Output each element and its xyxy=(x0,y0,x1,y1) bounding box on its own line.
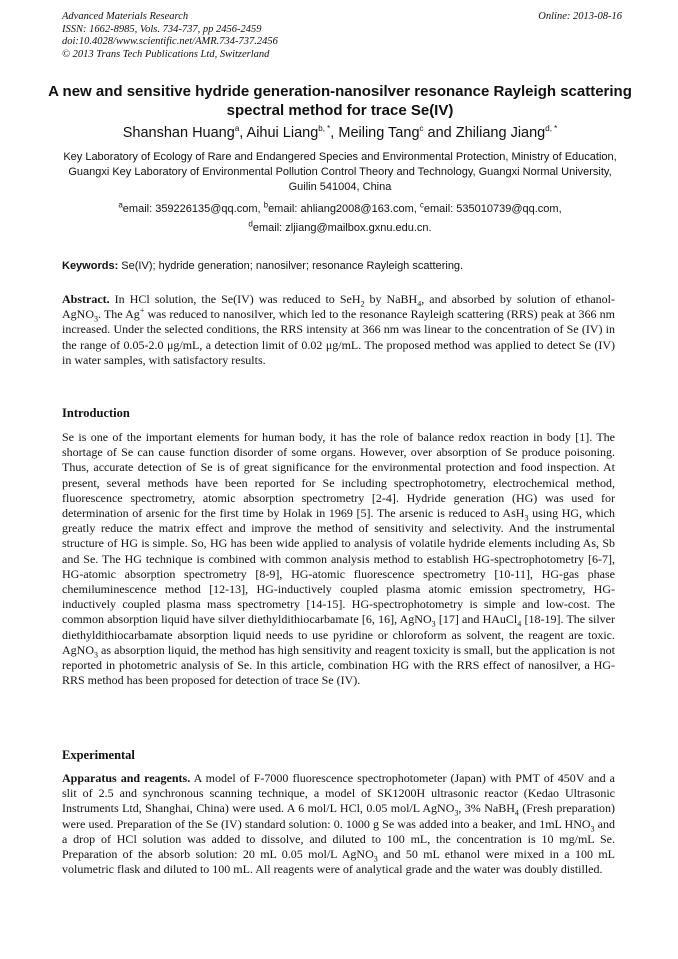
intro-text: [17] and HAuCl xyxy=(435,612,518,627)
email-line-2 xyxy=(50,219,630,238)
author-name: Meiling Tang xyxy=(338,125,420,141)
author-sep: and xyxy=(423,125,456,141)
exp-text: and a drop of HCl solution was added to dissolve, and diluted to 100 mL, the concentration is 10 mg/mL Se. Preparation of the absorb solution: 20 mL 0.05 mol/L AgNO xyxy=(62,816,616,862)
subscript: 4 xyxy=(514,808,519,818)
email-a: email: 359226135@qq.com, xyxy=(122,203,264,215)
intro-text: as absorption liquid, the method has high sensitivity and reagent toxicity is small, but the application is not reported in photometric analysis of Se. In this article, combination HG with the RRS effect of nanosilver, a HG-RRS method has been proposed for detection of trace Se (IV). xyxy=(62,642,615,688)
intro-text: Se is one of the important elements for human body, it has the role of balance redox reaction in body [1]. The shortage of Se can cause function disorder of some organs. However, over absorption of Se produce poisoning. Thus, accurate detection of Se is of great significance for the environmental protection and food inspection. At present, several methods have been reported for Se including spectrophotometry, electrochemical method, fluorescence spectrometry, atomic absorption spectrometry [2-4]. Hydride generation (HG) was used for determination of arsenic for the first time by Holak in 1969 [5]. The arsenic is reduced to AsH xyxy=(62,430,615,521)
subscript: 3 xyxy=(94,650,98,660)
exp-text: (Fresh preparation) were used. Preparation of the Se (IV) standard solution: 0. 1000 g Se was added into a beaker, and 1mL HNO xyxy=(62,801,615,831)
abstract-text: In HCl solution, the Se(IV) was reduced to SeH xyxy=(109,292,361,306)
email-sup: b xyxy=(263,200,269,210)
author-name: Shanshan Huang xyxy=(122,125,235,141)
intro-text: [18-19]. The silver diethyldithiocarbamate absorption liquid needs to use pyridine or chloroform as solvent, the reagent are toxic. AgNO xyxy=(62,612,616,657)
abstract-text: was reduced to nanosilver, which led to the resonance Rayleigh scattering (RRS) peak at 366 nm increased. Under the selected conditions, the RRS intensity at 366 nm was linear to the concentration of Se (IV) in the range of 0.05-2.0 μg/mL, a detection limit of 0.02 μg/mL. The proposed method was applied to detect Se (IV) in water samples, with satisfactory results. xyxy=(62,307,615,367)
email-c: email: 535010739@qq.com, xyxy=(423,203,562,215)
doi-line: doi:10.4028/www.scientific.net/AMR.734-737.2456 xyxy=(62,36,278,47)
superscript: + xyxy=(139,306,145,316)
author-name: Aihui Liang xyxy=(246,125,319,141)
author-sup: a xyxy=(234,124,240,134)
subscript: 3 xyxy=(524,513,529,523)
email-sup: c xyxy=(419,200,424,210)
abstract xyxy=(62,292,615,368)
apparatus-label: Apparatus and reagents. xyxy=(62,771,191,785)
email-b: email: ahliang2008@163.com, xyxy=(268,203,420,215)
exp-text: , 3% NaBH xyxy=(458,801,515,816)
author-sup: b, * xyxy=(318,124,331,134)
affiliation: Key Laboratory of Ecology of Rare and Endangered Species and Environmental Protection, Ministry of Education, Guangxi Key Laboratory of Environmental Pollution Control Theory and Technology, Guangxi Normal University, Guilin 541004, China xyxy=(63,151,617,193)
subscript: 3 xyxy=(454,808,459,818)
experimental-body xyxy=(62,771,615,877)
subscript: 2 xyxy=(360,299,365,309)
subscript: 3 xyxy=(590,824,595,833)
email-d: email: zljiang@mailbox.gxnu.edu.cn. xyxy=(252,222,432,234)
subscript: 3 xyxy=(431,619,436,629)
email-line-1 xyxy=(50,200,630,219)
copyright-line: © 2013 Trans Tech Publications Ltd, Switzerland xyxy=(62,48,270,60)
abstract-text: . The Ag xyxy=(98,307,140,322)
abstract-label: Abstract. xyxy=(62,292,110,306)
author-sup: d, * xyxy=(545,124,558,134)
author-sep: , xyxy=(330,125,339,141)
subscript: 4 xyxy=(417,299,422,309)
email-sup: d xyxy=(248,219,253,229)
journal-header xyxy=(62,11,622,61)
paper-title: A new and sensitive hydride generation-nanosilver resonance Rayleigh scattering spectral method for trace Se(IV) xyxy=(48,83,632,119)
email-sup: a xyxy=(118,200,123,210)
subscript: 4 xyxy=(517,619,522,629)
abstract-text: , and absorbed by solution of ethanol-AgNO xyxy=(62,292,615,322)
subscript: 3 xyxy=(373,854,378,864)
exp-text: A model of F-7000 fluorescence spectrophotometer (Japan) with PMT of 450V and a slit of 2.5 and synchronous scanning technique, a model of SK1200H ultrasonic reactor (Kedao Ultrasonic Instruments Ltd, Shanghai, China) were used. A 6 mol/L HCl, 0.05 mol/L AgNO xyxy=(62,771,615,816)
issn-line: ISSN: 1662-8985, Vols. 734-737, pp 2456-2459 xyxy=(62,23,262,35)
author-sep: , xyxy=(239,125,247,141)
author-emails xyxy=(50,200,630,238)
intro-text: using HG, which greatly reduce the matrix effect and improve the method of sensitivity and selectivity. And the instrumental structure of HG is simple. So, HG has been wide applied to analysis of volatile hydride elements including As, Sb and Se. The HG technique is combined with common analysis method to establish HG-spectrophotometry [6-7], HG-atomic absorption spectrometry [8-9], HG-atomic fluorescence spectrometry [10-11], HG-gas phase chemiluminescence method [12-13], HG-inductively coupled plasma atomic emission spectrometry, HG-inductively coupled plasma mass spectrometry [14-15]. HG-spectrophotometry is simple and low-cost. The common absorption liquid have silver diethyldithiocarbamate [6, 16], AgNO xyxy=(62,506,616,627)
keywords-text: Se(IV); hydride generation; nanosilver; resonance Rayleigh scattering. xyxy=(118,260,464,272)
keywords-label: Keywords: xyxy=(62,260,119,272)
online-date: Online: 2013-08-16 xyxy=(538,11,622,22)
author-name: Zhiliang Jiang xyxy=(455,125,546,141)
introduction-body xyxy=(62,430,615,688)
abstract-text: by NaBH xyxy=(364,292,418,306)
introduction-heading: Introduction xyxy=(62,406,130,420)
subscript: 3 xyxy=(94,314,98,324)
keywords xyxy=(62,259,622,273)
author-list xyxy=(40,124,640,142)
author-sup: c xyxy=(419,124,424,134)
exp-text: and 50 mL ethanol were mixed in a 100 mL volumetric flask and diluted to 100 mL. All reagents were of analytical grade and the water was doubly distilled. xyxy=(62,847,615,877)
journal-name: Advanced Materials Research xyxy=(62,11,189,22)
experimental-heading: Experimental xyxy=(62,748,135,762)
